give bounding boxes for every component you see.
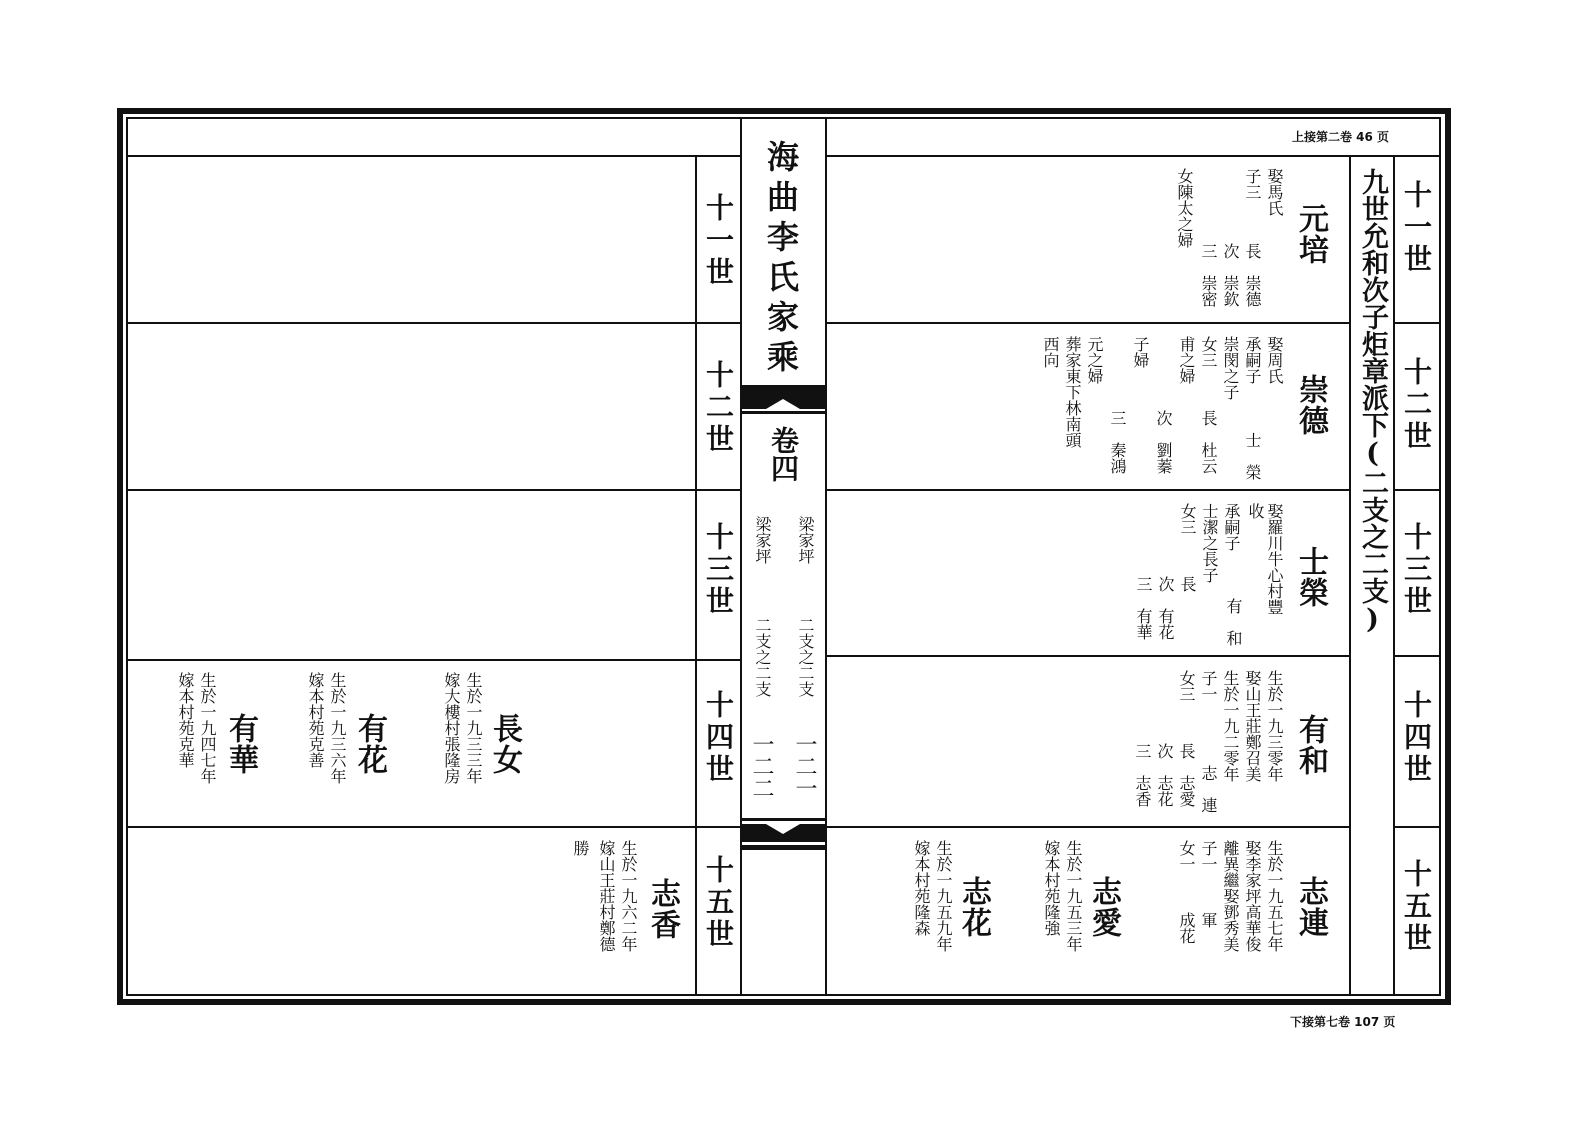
gen-label-left-11: 十一世 — [702, 193, 735, 289]
entry-text: 軍 — [1199, 912, 1218, 928]
entry-text: 生於一九三零年 — [1265, 670, 1284, 782]
left-row-line — [126, 322, 740, 324]
entry-text: 承嗣子 — [1243, 336, 1262, 384]
place-right: 梁家坪 — [796, 516, 815, 564]
person-name: 志花 — [956, 876, 991, 938]
person-name: 元培 — [1293, 203, 1328, 265]
entry-text: 女陳太之婦 — [1175, 168, 1194, 248]
spine-right-border — [825, 117, 827, 996]
entry-text: 三 有華 — [1134, 576, 1153, 640]
entry-text: 生於一九五九年 — [934, 840, 953, 952]
entry-text: 生於一九三六年 — [328, 672, 347, 784]
spine-upper-ornament — [740, 385, 827, 415]
right-gen-row-line — [1393, 655, 1441, 657]
right-row-line — [825, 826, 1350, 828]
entry-text: 女三 — [1199, 336, 1218, 368]
entry-text: 葬家東下林南頭 — [1063, 336, 1082, 448]
right-gen-row-line — [1393, 322, 1441, 324]
entry-text: 次 有花 — [1156, 576, 1175, 640]
entry-text: 元之婦 — [1085, 336, 1104, 384]
entry-text: 西向 — [1041, 336, 1060, 368]
person-name: 有華 — [223, 713, 258, 775]
gen-label-left-14: 十四世 — [702, 690, 735, 786]
entry-text: 有 和 — [1224, 598, 1243, 646]
bottom-continuation-note: 下接第七卷 107 页 — [1290, 1015, 1396, 1029]
entry-text: 成花 — [1177, 912, 1196, 944]
entry-text: 娶山王莊鄭召美 — [1243, 670, 1262, 782]
entry-text: 娶羅川牛心村豐 — [1265, 503, 1284, 615]
gen-label-right-12: 十二世 — [1400, 357, 1433, 453]
entry-text: 生於一九三三年 — [464, 672, 483, 784]
place-left: 梁家坪 — [753, 516, 772, 564]
branch-left: 二支之二支 — [753, 617, 772, 697]
entry-text: 甫之婦 — [1177, 336, 1196, 384]
gen-label-right-14: 十四世 — [1400, 690, 1433, 786]
entry-text: 離異繼娶鄧秀美 — [1221, 840, 1240, 952]
entry-text: 生於一九五三年 — [1064, 840, 1083, 952]
entry-text: 長 杜云 — [1199, 410, 1218, 474]
spine-lower-ornament — [740, 818, 827, 852]
entry-text: 崇閔之子 — [1221, 336, 1240, 400]
left-row-line — [126, 659, 740, 661]
left-row-line — [126, 489, 740, 491]
right-row-line — [825, 489, 1350, 491]
top-continuation-note: 上接第二卷 46 页 — [1292, 130, 1390, 144]
right-gen-row-line — [1393, 489, 1441, 491]
entry-text: 生於一九五七年 — [1265, 840, 1284, 952]
entry-text: 承嗣子 — [1222, 503, 1241, 551]
gen-label-right-13: 十三世 — [1400, 522, 1433, 618]
person-name: 崇德 — [1293, 374, 1328, 436]
volume-label: 卷四 — [767, 426, 800, 482]
entry-text: 收 — [1246, 503, 1265, 519]
entry-text: 次 崇欽 — [1221, 243, 1240, 307]
entry-text: 勝 — [571, 840, 590, 856]
entry-text: 嫁山王莊村鄭德 — [597, 840, 616, 952]
person-name: 志愛 — [1086, 876, 1121, 938]
person-name: 志香 — [645, 878, 680, 940]
entry-text: 娶馬氏 — [1265, 168, 1284, 216]
entry-text: 子婦 — [1131, 336, 1150, 368]
entry-text: 女三 — [1177, 670, 1196, 702]
left-gen-col-line — [695, 155, 697, 996]
person-name: 有花 — [352, 713, 387, 775]
right-row-line — [825, 655, 1350, 657]
entry-text: 嫁本村苑克華 — [176, 672, 195, 768]
entry-text: 生於一九四七年 — [198, 672, 217, 784]
gen-label-right-15: 十五世 — [1400, 859, 1433, 955]
entry-text: 女一 — [1177, 840, 1196, 872]
entry-text: 長 崇德 — [1243, 243, 1262, 307]
entry-text: 子一 — [1199, 840, 1218, 872]
entry-text: 士 榮 — [1243, 432, 1262, 480]
person-name: 有和 — [1293, 714, 1328, 776]
book-title: 海曲李氏家乘 — [762, 140, 800, 380]
entry-text: 士潔之長子 — [1200, 503, 1219, 583]
person-name: 志連 — [1293, 876, 1328, 938]
entry-text: 長 — [1178, 576, 1197, 608]
entry-text: 生於一九二零年 — [1221, 670, 1240, 782]
entry-text: 次 志花 — [1155, 743, 1174, 807]
entry-text: 長 志愛 — [1177, 743, 1196, 807]
entry-text: 嫁本村苑克善 — [306, 672, 325, 768]
entry-text: 志 連 — [1199, 765, 1218, 813]
gen-label-left-15: 十五世 — [702, 855, 735, 951]
page-number-right: 一二一 — [792, 733, 817, 799]
branch-col-left-line — [1349, 155, 1351, 996]
person-name: 士榮 — [1293, 546, 1328, 608]
right-row-line — [825, 322, 1350, 324]
gen-label-right-11: 十一世 — [1400, 180, 1433, 276]
page-number-left: 一二二 — [749, 733, 774, 799]
gen-label-left-13: 十三世 — [702, 522, 735, 618]
entry-text: 三 志香 — [1133, 743, 1152, 807]
branch-title: 九世允和次子炬章派下(二支之二支) — [1357, 168, 1388, 635]
entry-text: 嫁本村苑隆強 — [1042, 840, 1061, 936]
branch-col-right-line — [1393, 155, 1395, 996]
entry-text: 嫁大樓村張隆房 — [442, 672, 461, 784]
spine-left-border — [740, 117, 742, 996]
entry-text: 生於一九六二年 — [619, 840, 638, 952]
branch-right: 二支之二支 — [796, 617, 815, 697]
left-row-line — [126, 155, 740, 157]
person-name: 長女 — [487, 713, 522, 775]
entry-text: 女三 — [1178, 503, 1197, 535]
entry-text: 三 秦鴻 — [1108, 410, 1127, 474]
entry-text: 娶李家坪高華俊 — [1243, 840, 1262, 952]
entry-text: 三 崇密 — [1199, 243, 1218, 307]
entry-text: 娶周氏 — [1265, 336, 1284, 384]
gen-label-left-12: 十二世 — [702, 360, 735, 456]
entry-text: 次 劉蓁 — [1154, 410, 1173, 474]
entry-text: 子一 — [1199, 670, 1218, 702]
left-row-line — [126, 826, 740, 828]
right-gen-row-line — [1393, 826, 1441, 828]
entry-text: 嫁本村苑隆森 — [912, 840, 931, 936]
entry-text: 子三 — [1243, 168, 1262, 200]
